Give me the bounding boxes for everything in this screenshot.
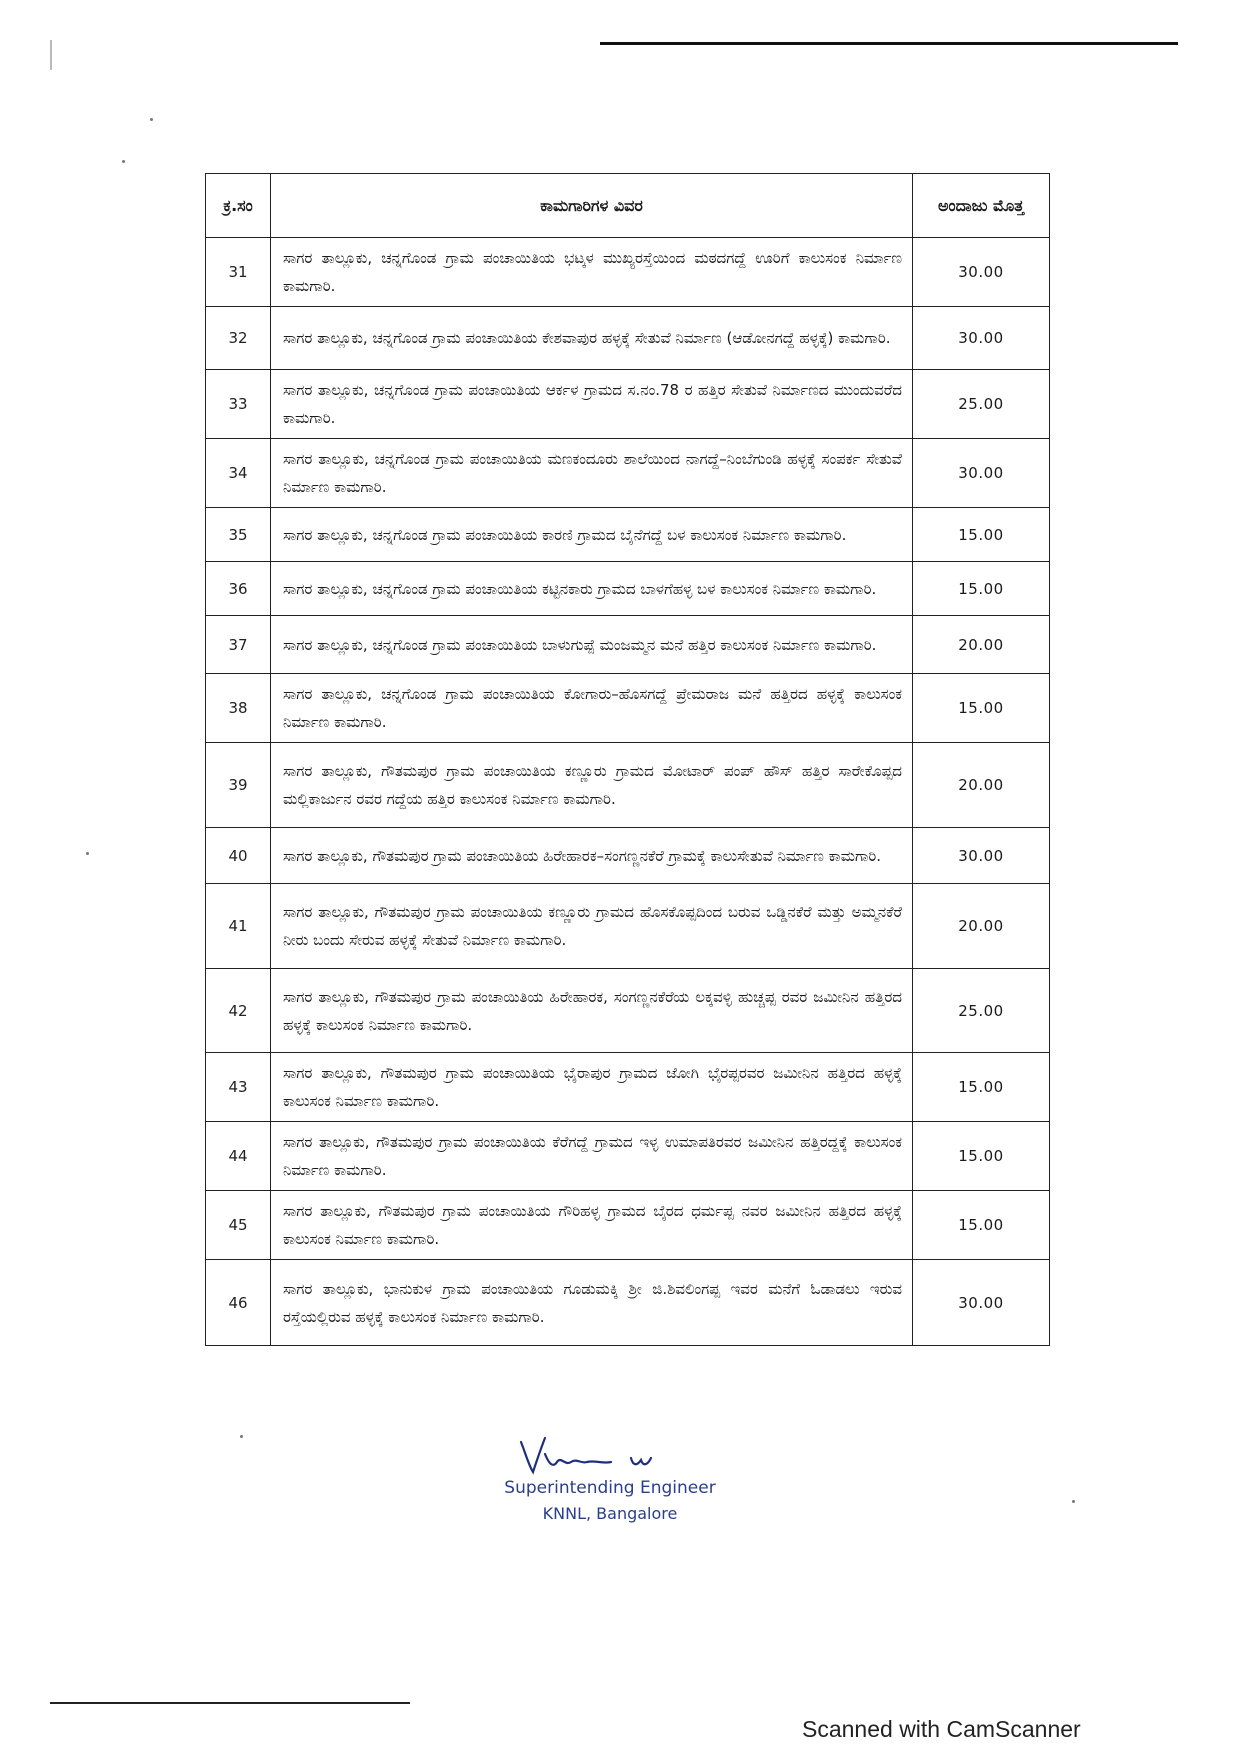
table-row: [206, 307, 1050, 370]
row-amount: 20.00: [913, 616, 1050, 674]
row-amount: 20.00: [913, 743, 1050, 828]
row-amount: 15.00: [913, 1122, 1050, 1191]
row-description: ಸಾಗರ ತಾಲ್ಲೂಕು, ಚನ್ನಗೊಂಡ ಗ್ರಾಮ ಪಂಚಾಯಿತಿಯ ಕಟ್ಟಿನಕಾರು ಗ್ರಾಮದ ಬಾಳಗೆಹಳ್ಳ ಬಳ ಕಾಲುಸಂಕ ನಿರ್ಮಾಣ ಕಾಮಗಾರಿ.: [271, 562, 913, 616]
table-row: [206, 969, 1050, 1053]
table-row: [206, 439, 1050, 508]
row-number: 31: [206, 238, 271, 307]
header-serial: ಕ್ರ.ಸಂ: [206, 174, 271, 238]
row-description: ಸಾಗರ ತಾಲ್ಲೂಕು, ಗೌತಮಪುರ ಗ್ರಾಮ ಪಂಚಾಯಿತಿಯ ಕಣ್ಣೂರು ಗ್ರಾಮದ ಮೋಟಾರ್ ಪಂಪ್ ಹೌಸ್ ಹತ್ತಿರ ಸಾರೇಕೊಪ್ಪದ ಮಲ್ಲಿಕಾರ್ಜುನ ರವರ ಗದ್ದೆಯ ಹತ್ತಿರ ಕಾಲುಸಂಕ ನಿರ್ಮಾಣ ಕಾಮಗಾರಿ.: [271, 743, 913, 828]
row-amount: 25.00: [913, 969, 1050, 1053]
scan-speck: [122, 160, 125, 163]
row-amount: 15.00: [913, 1053, 1050, 1122]
row-number: 43: [206, 1053, 271, 1122]
row-amount: 15.00: [913, 508, 1050, 562]
table-row: [206, 1122, 1050, 1191]
scan-speck: [86, 852, 89, 855]
signature-org: KNNL, Bangalore: [542, 1504, 678, 1523]
row-number: 41: [206, 884, 271, 969]
row-description: ಸಾಗರ ತಾಲ್ಲೂಕು, ಭಾನುಕುಳ ಗ್ರಾಮ ಪಂಚಾಯಿತಿಯ ಗೂಡುಮಕ್ಕಿ ಶ್ರೀ ಜಿ.ಶಿವಲಿಂಗಪ್ಪ ಇವರ ಮನೆಗೆ ಓಡಾಡಲು ಇರುವ ರಸ್ತೆಯಲ್ಲಿರುವ ಹಳ್ಳಕ್ಕೆ ಕಾಲುಸಂಕ ನಿರ್ಮಾಣ ಕಾಮಗಾರಿ.: [271, 1260, 913, 1346]
row-description: ಸಾಗರ ತಾಲ್ಲೂಕು, ಗೌತಮಪುರ ಗ್ರಾಮ ಪಂಚಾಯಿತಿಯ ಕಣ್ಣೂರು ಗ್ರಾಮದ ಹೊಸಕೊಪ್ಪದಿಂದ ಬರುವ ಒಡ್ಡಿನಕೆರೆ ಮತ್ತು ಅಮ್ಮನಕೆರೆ ನೀರು ಬಂದು ಸೇರುವ ಹಳ್ಳಕ್ಕೆ ಸೇತುವೆ ನಿರ್ಮಾಣ ಕಾಮಗಾರಿ.: [271, 884, 913, 969]
row-amount: 30.00: [913, 307, 1050, 370]
row-amount: 15.00: [913, 674, 1050, 743]
row-description: ಸಾಗರ ತಾಲ್ಲೂಕು, ಚನ್ನಗೊಂಡ ಗ್ರಾಮ ಪಂಚಾಯಿತಿಯ ಮಣಕಂದೂರು ಶಾಲೆಯಿಂದ ನಾಗದ್ದೆ–ನಿಂಬೆಗುಂಡಿ ಹಳ್ಳಕ್ಕೆ ಸಂಪರ್ಕ ಸೇತುವೆ ನಿರ್ಮಾಣ ಕಾಮಗಾರಿ.: [271, 439, 913, 508]
scan-top-line: [600, 42, 1178, 45]
row-amount: 15.00: [913, 1191, 1050, 1260]
row-number: 37: [206, 616, 271, 674]
row-amount: 30.00: [913, 238, 1050, 307]
table-header-row: [206, 174, 1050, 238]
row-number: 35: [206, 508, 271, 562]
row-number: 45: [206, 1191, 271, 1260]
row-number: 33: [206, 370, 271, 439]
row-amount: 25.00: [913, 370, 1050, 439]
table-row: [206, 743, 1050, 828]
row-number: 39: [206, 743, 271, 828]
row-description: ಸಾಗರ ತಾಲ್ಲೂಕು, ಚನ್ನಗೊಂಡ ಗ್ರಾಮ ಪಂಚಾಯಿತಿಯ ಕೇಶವಾಪುರ ಹಳ್ಳಕ್ಕೆ ಸೇತುವೆ ನಿರ್ಮಾಣ (ಆಡೋನಗದ್ದೆ ಹಳ್ಳಕ್ಕೆ) ಕಾಮಗಾರಿ.: [271, 307, 913, 370]
row-description: ಸಾಗರ ತಾಲ್ಲೂಕು, ಗೌತಮಪುರ ಗ್ರಾಮ ಪಂಚಾಯಿತಿಯ ಹಿರೇಹಾರಕ–ಸಂಗಣ್ಣನಕೆರೆ ಗ್ರಾಮಕ್ಕೆ ಕಾಲುಸೇತುವೆ ನಿರ್ಮಾಣ ಕಾಮಗಾರಿ.: [271, 828, 913, 884]
scan-bottom-line: [50, 1702, 410, 1704]
table-row: [206, 828, 1050, 884]
table-row: [206, 1053, 1050, 1122]
scan-speck: [1072, 1500, 1075, 1503]
scan-edge-mark: [50, 40, 52, 70]
row-amount: 30.00: [913, 828, 1050, 884]
header-amount: ಅಂದಾಜು ಮೊತ್ತ: [913, 174, 1050, 238]
row-description: ಸಾಗರ ತಾಲ್ಲೂಕು, ಗೌತಮಪುರ ಗ್ರಾಮ ಪಂಚಾಯಿತಿಯ ಹಿರೇಹಾರಕ, ಸಂಗಣ್ಣನಕೆರೆಯ ಲಕ್ಕವಳ್ಳಿ ಹುಚ್ಚಪ್ಪ ರವರ ಜಮೀನಿನ ಹತ್ತಿರದ ಹಳ್ಳಕ್ಕೆ ಕಾಲುಸಂಕ ನಿರ್ಮಾಣ ಕಾಮಗಾರಿ.: [271, 969, 913, 1053]
row-number: 44: [206, 1122, 271, 1191]
table-row: [206, 508, 1050, 562]
header-description: ಕಾಮಗಾರಿಗಳ ವಿವರ: [271, 174, 913, 238]
table-row: [206, 370, 1050, 439]
row-amount: 30.00: [913, 439, 1050, 508]
row-description: ಸಾಗರ ತಾಲ್ಲೂಕು, ಚನ್ನಗೊಂಡ ಗ್ರಾಮ ಪಂಚಾಯಿತಿಯ ಆರ್ಕಳ ಗ್ರಾಮದ ಸ.ನಂ.78 ರ ಹತ್ತಿರ ಸೇತುವೆ ನಿರ್ಮಾಣದ ಮುಂದುವರೆದ ಕಾಮಗಾರಿ.: [271, 370, 913, 439]
works-table: [205, 173, 1050, 1346]
signature-title: Superintending Engineer: [504, 1478, 716, 1498]
row-number: 34: [206, 439, 271, 508]
row-description: ಸಾಗರ ತಾಲ್ಲೂಕು, ಚನ್ನಗೊಂಡ ಗ್ರಾಮ ಪಂಚಾಯಿತಿಯ ಕಾರಣಿ ಗ್ರಾಮದ ಬೈನೆಗದ್ದೆ ಬಳ ಕಾಲುಸಂಕ ನಿರ್ಮಾಣ ಕಾಮಗಾರಿ.: [271, 508, 913, 562]
table-row: [206, 884, 1050, 969]
row-description: ಸಾಗರ ತಾಲ್ಲೂಕು, ಗೌತಮಪುರ ಗ್ರಾಮ ಪಂಚಾಯಿತಿಯ ಗೌರಿಹಳ್ಳ ಗ್ರಾಮದ ಬೈರದ ಧರ್ಮಪ್ಪ ನವರ ಜಮೀನಿನ ಹತ್ತಿರದ ಹಳ್ಳಕ್ಕೆ ಕಾಲುಸಂಕ ನಿರ್ಮಾಣ ಕಾಮಗಾರಿ.: [271, 1191, 913, 1260]
row-amount: 20.00: [913, 884, 1050, 969]
row-number: 40: [206, 828, 271, 884]
row-amount: 15.00: [913, 562, 1050, 616]
table-row: [206, 1260, 1050, 1346]
table-row: [206, 1191, 1050, 1260]
table-row: [206, 238, 1050, 307]
row-description: ಸಾಗರ ತಾಲ್ಲೂಕು, ಚನ್ನಗೊಂಡ ಗ್ರಾಮ ಪಂಚಾಯಿತಿಯ ಭಟ್ಕಳ ಮುಖ್ಯರಸ್ತೆಯಿಂದ ಮಠದಗದ್ದೆ ಊರಿಗೆ ಕಾಲುಸಂಕ ನಿರ್ಮಾಣ ಕಾಮಗಾರಿ.: [271, 238, 913, 307]
row-number: 38: [206, 674, 271, 743]
row-amount: 30.00: [913, 1260, 1050, 1346]
row-number: 32: [206, 307, 271, 370]
table-row: [206, 562, 1050, 616]
row-description: ಸಾಗರ ತಾಲ್ಲೂಕು, ಗೌತಮಪುರ ಗ್ರಾಮ ಪಂಚಾಯಿತಿಯ ಭೈರಾಪುರ ಗ್ರಾಮದ ಜೋಗಿ ಭೈರಪ್ಪರವರ ಜಮೀನಿನ ಹತ್ತಿರದ ಹಳ್ಳಕ್ಕೆ ಕಾಲುಸಂಕ ನಿರ್ಮಾಣ ಕಾಮಗಾರಿ.: [271, 1053, 913, 1122]
signature-mark: [515, 1432, 675, 1476]
row-description: ಸಾಗರ ತಾಲ್ಲೂಕು, ಚನ್ನಗೊಂಡ ಗ್ರಾಮ ಪಂಚಾಯಿತಿಯ ಬಾಳುಗುಪ್ಪೆ ಮಂಜಮ್ಮನ ಮನೆ ಹತ್ತಿರ ಕಾಲುಸಂಕ ನಿರ್ಮಾಣ ಕಾಮಗಾರಿ.: [271, 616, 913, 674]
row-number: 36: [206, 562, 271, 616]
table-row: [206, 616, 1050, 674]
row-number: 46: [206, 1260, 271, 1346]
table-row: [206, 674, 1050, 743]
row-number: 42: [206, 969, 271, 1053]
scan-speck: [150, 118, 153, 121]
row-description: ಸಾಗರ ತಾಲ್ಲೂಕು, ಚನ್ನಗೊಂಡ ಗ್ರಾಮ ಪಂಚಾಯಿತಿಯ ಕೋಗಾರು–ಹೊಸಗದ್ದೆ ಪ್ರೇಮರಾಜ ಮನೆ ಹತ್ತಿರದ ಹಳ್ಳಕ್ಕೆ ಕಾಲುಸಂಕ ನಿರ್ಮಾಣ ಕಾಮಗಾರಿ.: [271, 674, 913, 743]
scanner-watermark: Scanned with CamScanner: [802, 1716, 1081, 1742]
scan-speck: [240, 1435, 243, 1438]
row-description: ಸಾಗರ ತಾಲ್ಲೂಕು, ಗೌತಮಪುರ ಗ್ರಾಮ ಪಂಚಾಯಿತಿಯ ಕೆರೆಗದ್ದೆ ಗ್ರಾಮದ ಇಳ್ಳ ಉಮಾಪತಿರವರ ಜಮೀನಿನ ಹತ್ತಿರದ್ದಕ್ಕೆ ಕಾಲುಸಂಕ ನಿರ್ಮಾಣ ಕಾಮಗಾರಿ.: [271, 1122, 913, 1191]
